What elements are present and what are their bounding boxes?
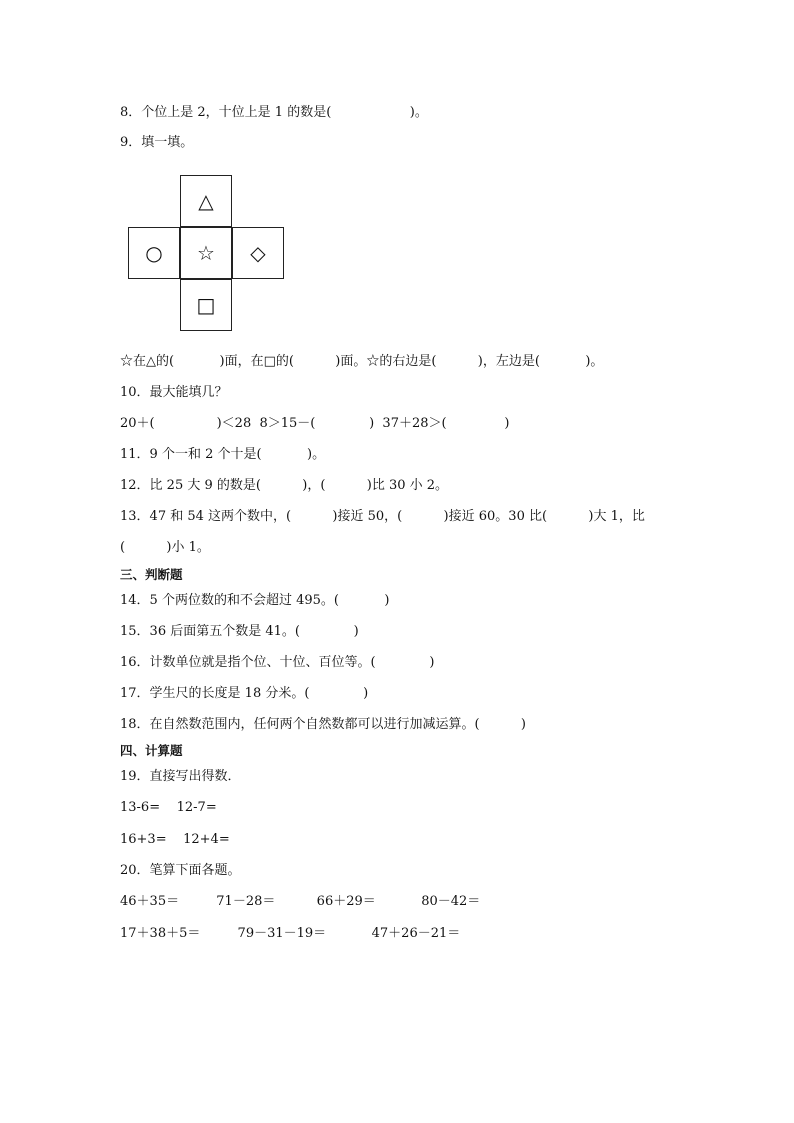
question-8: 8．个位上是 2，十位上是 1 的数是( )。: [120, 105, 428, 120]
question-10-title: 10．最大能填几？: [120, 385, 228, 400]
section-3-heading: 三、判断题: [120, 567, 183, 582]
question-10-row: 20＋( )＜28 8＞15－( ) 37＋28＞( ): [120, 416, 510, 431]
question-16: 16．计数单位就是指个位、十位、百位等。( ): [120, 655, 435, 670]
question-9-fill: ☆在△的( )面，在□的( )面。☆的右边是( )，左边是( )。: [120, 354, 604, 369]
cube-net-figure: [128, 175, 288, 333]
question-13-line2: ( )小 1。: [120, 540, 210, 555]
question-20-title: 20．笔算下面各题。: [120, 863, 241, 878]
section-4-heading: 四、计算题: [120, 743, 183, 758]
question-20-row2: 17＋38＋5＝ 79－31－19＝ 47＋26－21＝: [120, 926, 461, 941]
question-19-title: 19．直接写出得数．: [120, 769, 241, 784]
question-20-row1: 46＋35＝ 71－28＝ 66＋29＝ 80－42＝: [120, 894, 481, 909]
question-17: 17．学生尺的长度是 18 分米。( ): [120, 686, 369, 701]
question-14: 14．5 个两位数的和不会超过 495。( ): [120, 593, 390, 608]
net-top-triangle-icon: △: [180, 175, 232, 227]
net-left-circle-icon: ○: [128, 227, 180, 279]
question-15: 15．36 后面第五个数是 41。( ): [120, 624, 359, 639]
net-center-star-icon: ☆: [180, 227, 232, 279]
question-19-row2: 16+3= 12+4=: [120, 832, 230, 847]
question-9-title: 9．填一填。: [120, 135, 194, 150]
net-bottom-square-icon: □: [180, 279, 232, 331]
question-19-row1: 13-6= 12-7=: [120, 800, 217, 815]
question-18: 18．在自然数范围内，任何两个自然数都可以进行加减运算。( ): [120, 717, 527, 732]
question-13-line1: 13．47 和 54 这两个数中，( )接近 50，( )接近 60。30 比( )大 1，比: [120, 509, 645, 524]
question-11: 11．9 个一和 2 个十是( )。: [120, 447, 326, 462]
question-12: 12．比 25 大 9 的数是( )，( )比 30 小 2。: [120, 478, 449, 493]
net-right-diamond-icon: ◇: [232, 227, 284, 279]
